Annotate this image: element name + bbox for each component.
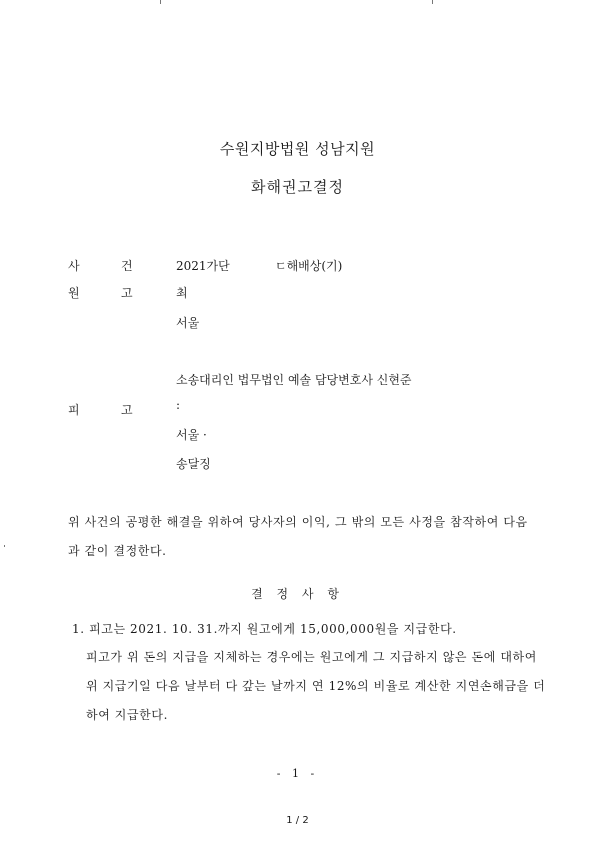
- court-name: 수원지방법원 성남지원: [219, 140, 376, 158]
- case-number: 2021가단: [176, 259, 230, 273]
- defendant-label-char-2: 고: [121, 403, 133, 417]
- section-title: 결 정 사 항: [251, 587, 344, 601]
- item-1-line-4: 하여 지급한다.: [86, 708, 168, 722]
- item-1-line-2: 피고가 위 돈의 지급을 지체하는 경우에는 원고에게 그 지급하지 않은 돈에 대하여: [86, 650, 537, 664]
- item-1-line-3: 위 지급기일 다음 날부터 다 갚는 날까지 연 12%의 비율로 계산한 지연손해금을 더: [86, 679, 546, 693]
- intro-line-2: 과 같이 결정한다.: [68, 544, 167, 558]
- defendant-service-address: 송달징: [176, 457, 211, 471]
- item-1-line-1: 1. 피고는 2021. 10. 31.까지 원고에게 15,000,000원을 지급한다.: [72, 622, 457, 636]
- plaintiff-counsel: 소송대리인 법무법인 예솔 담당변호사 신현준: [176, 373, 412, 387]
- case-label-char-1: 사: [68, 259, 80, 273]
- scan-speck: [4, 545, 5, 547]
- defendant-label-char-1: 피: [68, 403, 80, 417]
- plaintiff-name: 최: [176, 286, 188, 300]
- document-title: 화해권고결정: [251, 178, 344, 196]
- defendant-address: 서울 ·: [176, 428, 207, 442]
- defendant-name: :: [176, 398, 181, 412]
- scan-speck: [160, 0, 161, 4]
- plaintiff-label-char-2: 고: [121, 286, 133, 300]
- plaintiff-label-char-1: 원: [68, 286, 80, 300]
- plaintiff-address: 서울: [176, 316, 200, 330]
- page-number: - 1 -: [276, 767, 319, 780]
- intro-line-1: 위 사건의 공평한 해결을 위하여 당사자의 이익, 그 밖의 모든 사정을 참작하여 다음: [68, 515, 528, 529]
- fax-page-count: 1 / 2: [286, 815, 309, 826]
- scan-speck: [432, 0, 433, 4]
- case-label-char-2: 건: [121, 259, 133, 273]
- case-type: ㄷ해배상(기): [275, 259, 343, 273]
